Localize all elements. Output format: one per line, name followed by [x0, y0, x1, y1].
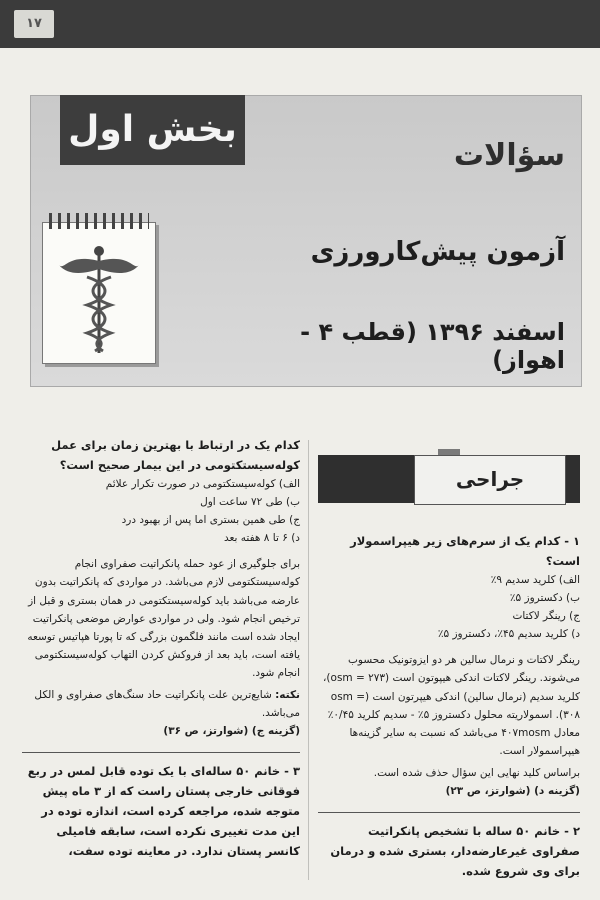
section-label: بخش اول	[60, 95, 245, 165]
q2-option-d: د) ۶ تا ۸ هفته بعد	[223, 532, 300, 545]
questions-label: سؤالات	[453, 138, 565, 173]
q2-option-b: ب) طی ۷۲ ساعت اول	[200, 496, 300, 509]
column-divider	[308, 440, 309, 880]
q2-option-a: الف) کوله‌سیستکتومی در صورت تکرار علائم	[105, 478, 300, 491]
subject-label: جراحی	[414, 455, 566, 505]
page-number: ۱۷	[14, 10, 54, 38]
q1-explanation: رینگر لاکتات و نرمال سالین هر دو ایزوتونیک محسوب می‌شوند. رینگر لاکتات اندکی هیپوتون است (osm = ۲۷۳)، کلرید سدیم (نرمال سالین) اندکی هیپرتون است (osm = ۳۰۸). اسمولاریته محلول دکستروز ۵٪ - سدیم کلرید ۰/۴۵٪ معادل ۴۰۷mosm می‌باشد که نسبت به سایر گزینه‌ها هیپراسمولار است.	[323, 654, 580, 757]
separator-left	[22, 752, 300, 753]
note-label: نکته:	[275, 688, 300, 701]
exam-title: آزمون پیش‌کارورزی	[310, 237, 565, 267]
q1-option-a: الف) کلرید سدیم ۹٪	[490, 574, 580, 587]
notepad-rings	[49, 213, 149, 229]
q2-explanation: برای جلوگیری از عود حمله پانکراتیت صفراوی انجام کوله‌سیستکتومی لازم می‌باشد. در مواردی که پانکراتیت بدون عارضه می‌باشد باید کوله‌سیستکتومی در همان بستری و قبل از ترخیص انجام شود. ولی در مواردی عوارض موضعی پانکراتیت ایجاد شده است مانند فلگمون بزرگی که تا پورتا هپاتیس توسعه یافته است، باید بعد از فروکش کردن التهاب کوله‌سیستکتومی انجام شود.	[27, 558, 300, 679]
q1-option-d: د) کلرید سدیم ۴۵٪، دکستروز ۵٪	[437, 628, 580, 641]
left-column	[22, 435, 300, 862]
q1-answer: (گزینه د) (شوارتز، ص ۲۳)	[445, 784, 580, 797]
q1-option-b: ب) دکستروز ۵٪	[509, 592, 580, 605]
notepad-graphic	[42, 222, 156, 364]
q1-option-c: ج) رینگر لاکتات	[512, 610, 580, 623]
question-2-continued: کدام یک در ارتباط با بهترین زمان برای عمل کوله‌سیستکتومی در این بیمار صحیح است؟	[51, 438, 300, 473]
question-1: ۱ - کدام یک از سرم‌های زیر هیپراسمولار است؟	[350, 534, 580, 569]
caduceus-icon	[57, 243, 141, 355]
exam-date: اسفند ۱۳۹۶ (قطب ۴ - اهواز)	[300, 318, 565, 374]
q2-option-c: ج) طی همین بستری اما پس از بهبود درد	[121, 514, 300, 527]
separator	[318, 812, 580, 813]
q1-removed-note: براساس کلید نهایی این سؤال حذف شده است.	[373, 766, 580, 779]
subject-header	[318, 455, 580, 503]
top-bar	[0, 0, 600, 48]
right-column	[318, 455, 580, 881]
note-text: شایع‌ترین علت پانکراتیت حاد سنگ‌های صفراوی و الکل می‌باشد.	[34, 688, 300, 719]
q2-answer: (گزینه ج) (شوارتز، ص ۳۶)	[163, 724, 300, 737]
question-3: ۳ - خانم ۵۰ ساله‌ای با یک توده قابل لمس در ربع فوقانی خارجی پستان راست که از ۳ ماه پیش متوجه شده، مراجعه کرده است، اندازه توده در این مدت تغییری نکرده است، سابقه فامیلی کانسر پستان ندارد. در معاینه توده سفت،	[27, 763, 300, 859]
question-2: ۲ - خانم ۵۰ ساله با تشخیص پانکراتیت صفراوی غیرعارضه‌دار، بستری شده و درمان برای وی شروع شده.	[330, 823, 580, 879]
q2-note	[22, 686, 300, 722]
